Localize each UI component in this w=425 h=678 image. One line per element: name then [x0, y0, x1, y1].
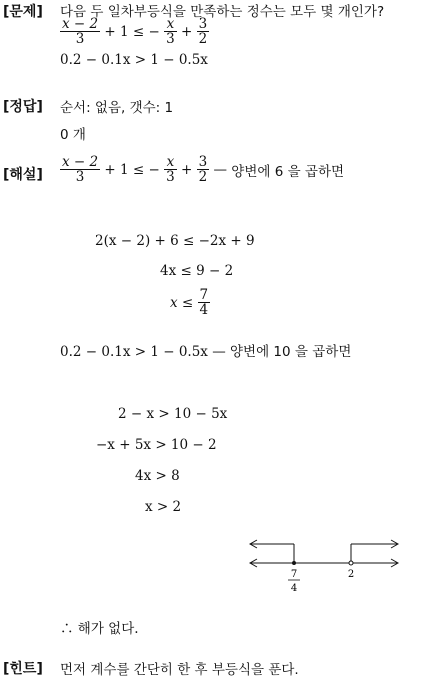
problem-question: 다음 두 일차부등식을 만족하는 정수는 모두 몇 개인가?: [60, 4, 385, 20]
fraction: [164, 155, 177, 184]
step-line-final: [170, 288, 210, 317]
tick-label-b: 2: [347, 569, 355, 580]
operator-text: + 1 ≤ −: [104, 161, 160, 178]
numerator: x − 2: [62, 16, 99, 32]
point-b-dot: [349, 561, 353, 565]
fraction: [197, 17, 210, 46]
step-line: 4x > 8: [135, 468, 180, 484]
denominator: 4: [199, 302, 209, 319]
tick-label-a-numerator: 7: [290, 569, 298, 580]
point-a-dot: [292, 561, 296, 565]
lhs: x ≤: [170, 294, 194, 311]
fraction: [164, 17, 177, 46]
number-line-figure: [245, 535, 410, 600]
answer-tag: [정답]: [3, 99, 43, 115]
em-dash: —: [212, 344, 226, 360]
step-line: 2(x − 2) + 6 ≤ −2x + 9: [95, 233, 255, 249]
step-line: −x + 5x > 10 − 2: [96, 437, 217, 453]
fraction: [197, 155, 210, 184]
denominator: 2: [198, 169, 208, 186]
answer-line-1: 순서: 없음, 갯수: 1: [60, 100, 174, 116]
denominator: 3: [166, 31, 175, 48]
conclusion: ∴ 해가 없다.: [60, 621, 139, 637]
denominator: 3: [166, 169, 175, 186]
numerator: 3: [198, 154, 208, 170]
problem-tag: [문제]: [3, 4, 43, 20]
fraction: [60, 155, 100, 184]
step-line: 4x ≤ 9 − 2: [160, 263, 234, 279]
operator-text: +: [181, 23, 193, 40]
hint-tag: [힌트]: [3, 661, 43, 677]
instruction-text: 양변에 10 을 곱하면: [230, 344, 352, 360]
step-line: x > 2: [145, 499, 182, 515]
hint-text: 먼저 계수를 간단히 한 후 부등식을 푼다.: [60, 662, 299, 678]
em-dash: —: [213, 161, 227, 178]
denominator: 2: [198, 31, 208, 48]
instruction-text: 양변에 6 을 곱하면: [231, 163, 345, 180]
numerator: 3: [198, 16, 208, 32]
answer-line-2: 0 개: [60, 127, 86, 143]
solution-inequality-1: [60, 155, 344, 184]
solution-inequality-2: [60, 340, 351, 360]
tick-label-a-denominator: 4: [290, 583, 298, 594]
denominator: 3: [75, 31, 85, 48]
inequality-text: 0.2 − 0.1x > 1 − 0.5x: [60, 344, 208, 360]
operator-text: +: [181, 161, 193, 178]
fraction: [60, 17, 100, 46]
problem-inequality-1: [60, 17, 209, 46]
problem-inequality-2: 0.2 − 0.1x > 1 − 0.5x: [60, 52, 208, 68]
operator-text: + 1 ≤ −: [104, 23, 160, 40]
step-line: 2 − x > 10 − 5x: [118, 406, 228, 422]
solution-tag: [해설]: [3, 167, 43, 183]
numerator: x − 2: [62, 154, 99, 170]
numerator: 7: [199, 287, 209, 303]
numerator: x: [164, 17, 177, 32]
denominator: 3: [75, 169, 85, 186]
numerator: x: [164, 155, 177, 170]
fraction: [198, 288, 211, 317]
